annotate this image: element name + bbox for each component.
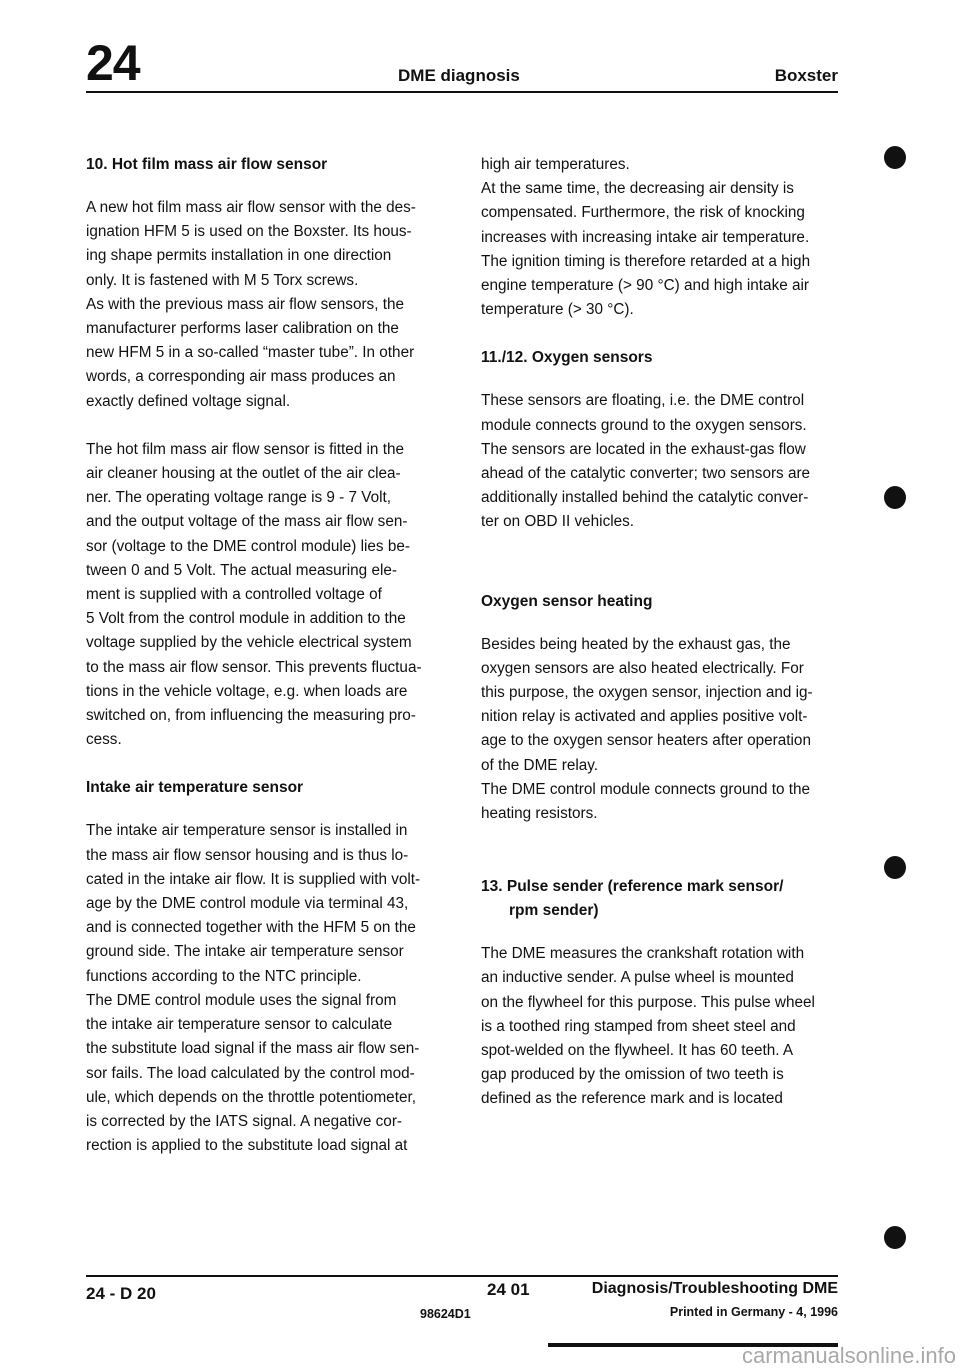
- heading-oxygen-sensor-heating: Oxygen sensor heating: [481, 592, 653, 610]
- heading-hot-film-sensor: 10. Hot film mass air flow sensor: [86, 156, 328, 173]
- paragraph-hfm-intro: A new hot film mass air flow sensor with the des- ignation HFM 5 is used on the Boxster. Its hous- ing shape permits installation in one direction only. It is fastened with M 5 Torx screws. As with the previous mass air flow sensors, the manufacturer performs laser calibration on the new HFM 5 in a so-called “master tube”. In other words, a corresponding air mass produces an exactly defined voltage signal.: [86, 199, 416, 410]
- punch-hole: [884, 486, 906, 509]
- footer-rule: [86, 1275, 838, 1277]
- header-brand: Boxster: [774, 66, 838, 85]
- print-info: Printed in Germany - 4, 1996: [669, 1305, 838, 1319]
- punch-hole: [884, 1226, 906, 1249]
- section-title: Diagnosis/Troubleshooting DME: [591, 1280, 838, 1297]
- group-number: 24 01: [487, 1280, 530, 1299]
- chapter-number: 24: [86, 35, 140, 91]
- watermark: carmanualsonline.info: [741, 1343, 956, 1368]
- paragraph-oxygen-sensors: These sensors are floating, i.e. the DME control module connects ground to the oxygen sensors. The sensors are located in the exhaust-gas flow ahead of the catalytic converter; two sensors are additionally installed behind the catalytic conver- ter on OBD II vehicles.: [481, 392, 811, 531]
- header-title: DME diagnosis: [398, 66, 520, 85]
- paragraph-intake-air-temp: The intake air temperature sensor is installed in the mass air flow sensor housing and is thus lo- cated in the intake air flow. It is supplied with volt- age by the DME control module via terminal 43, and is connected together with the HFM 5 on the ground side. The intake air temperature sensor functions according to the NTC principle. The DME control module uses the signal from the intake air temperature sensor to calculate the substitute load signal if the mass air flow sen- sor fails. The load calculated by the control mod- ule, which depends on the throttle potentiometer, is corrected by the IATS signal. A negative cor- rection is applied to the substitute load signal at: [86, 822, 421, 1155]
- header-rule: [86, 91, 838, 93]
- document-code: 98624D1: [420, 1307, 471, 1321]
- left-column: [86, 153, 456, 1158]
- heading-intake-air-temp: Intake air temperature sensor: [86, 779, 304, 797]
- page-number: 24 - D 20: [86, 1284, 156, 1303]
- punch-hole: [884, 146, 906, 169]
- paragraph-pulse-sender: The DME measures the crankshaft rotation with an inductive sender. A pulse wheel is mounted on the flywheel for this purpose. This pulse wheel is a toothed ring stamped from sheet steel and spot-welded on the flywheel. It has 60 teeth. A gap produced by the omission of two teeth is defined as the reference mark and is located: [481, 945, 815, 1108]
- paragraph-oxygen-sensor-heating: Besides being heated by the exhaust gas, the oxygen sensors are also heated electrically. For this purpose, the oxygen sensor, injection and ig- nition relay is activated and applies positive volt- age to the oxygen sensor heaters after operation of the DME relay. The DME control module connects ground to the heating resistors.: [481, 635, 813, 823]
- punch-hole: [884, 856, 906, 879]
- heading-pulse-sender: 13. Pulse sender (reference mark sensor/ rpm sender): [481, 878, 784, 920]
- paragraph-iats-continued: high air temperatures. At the same time, the decreasing air density is compensated. Furthermore, the risk of knocking increases with increasing intake air temperature. The ignition timing is therefore retarded at a high engine temperature (> 90 °C) and high intake air temperature (> 30 °C).: [481, 156, 811, 319]
- paragraph-hfm-details: The hot film mass air flow sensor is fitted in the air cleaner housing at the outlet of the air clea- ner. The operating voltage range is 9 - 7 Volt, and the output voltage of the mass air flow sen- sor (voltage to the DME control module) lies be- tween 0 and 5 Volt. The actual measuring ele- ment is supplied with a controlled voltage of 5 Volt from the control module in addition to the voltage supplied by the vehicle electrical system to the mass air flow sensor. This prevents fluctua- tions in the vehicle voltage, e.g. when loads are switched on, from influencing the measuring pro- cess.: [86, 440, 422, 749]
- right-column: [481, 153, 851, 1112]
- heading-oxygen-sensors: 11./12. Oxygen sensors: [481, 349, 653, 367]
